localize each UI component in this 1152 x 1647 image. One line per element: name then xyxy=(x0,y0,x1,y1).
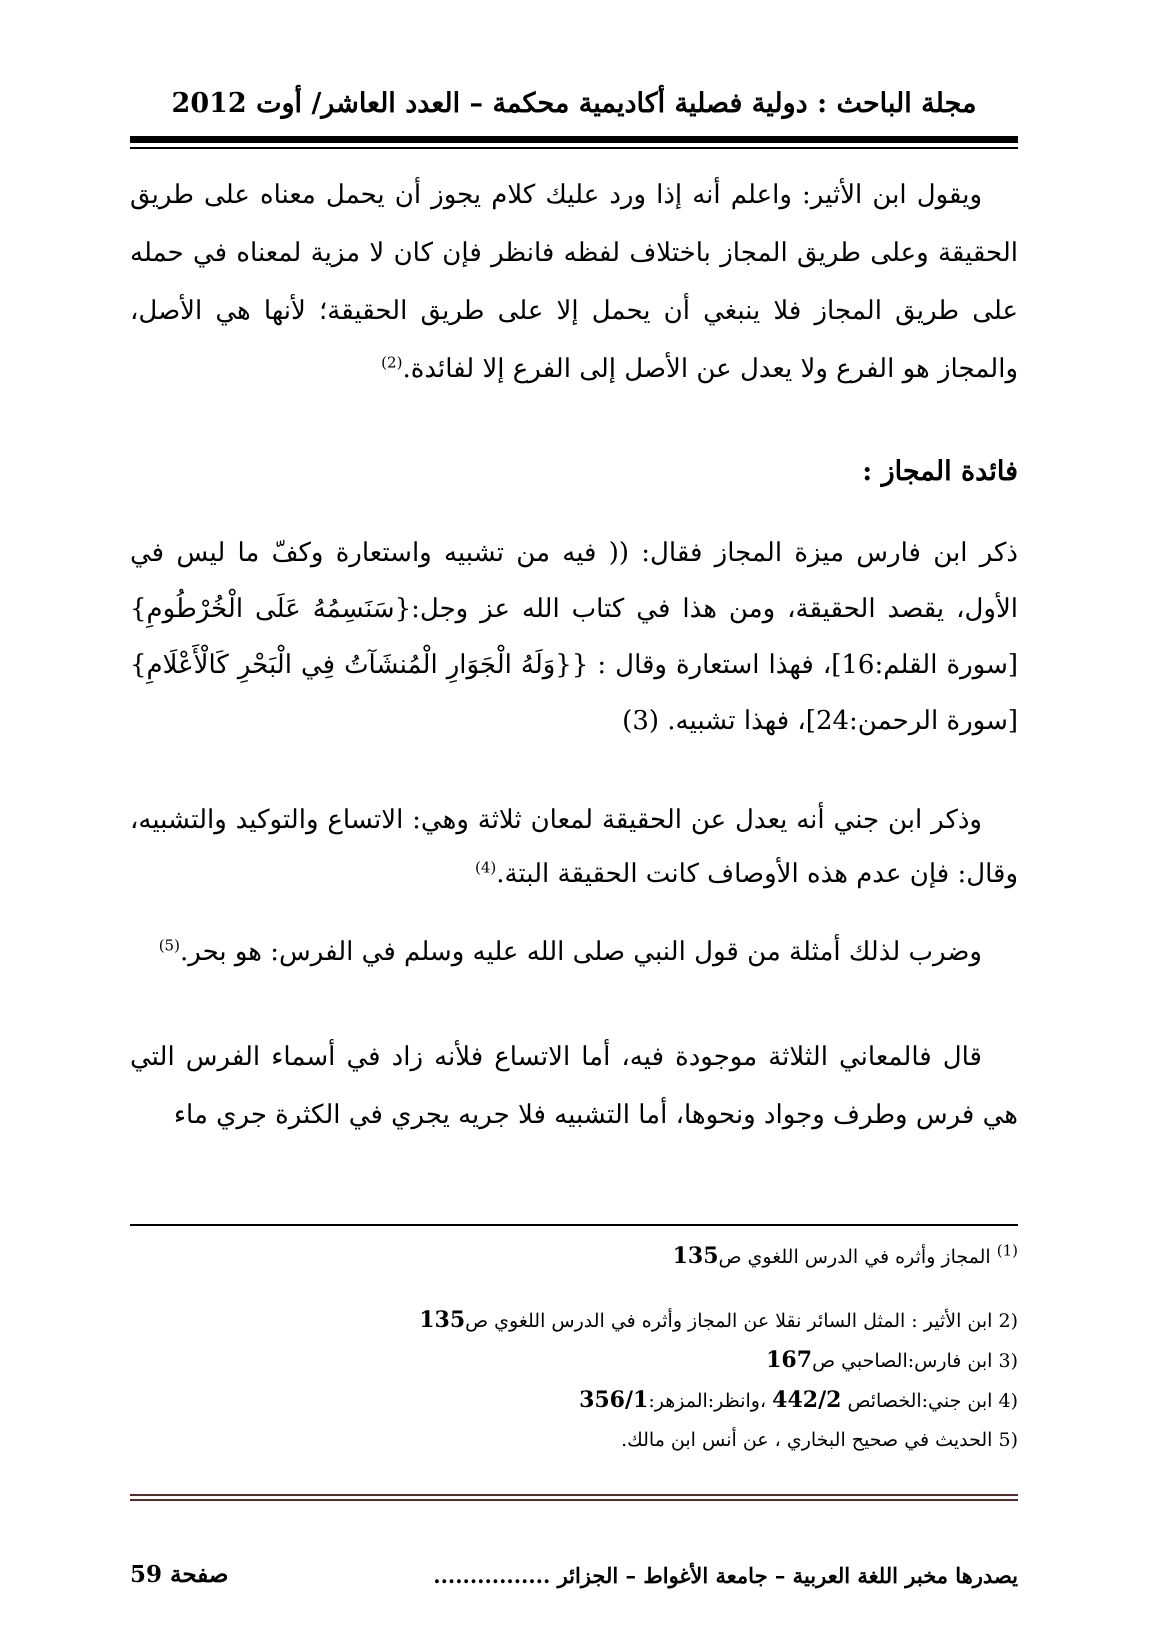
paragraph-ibn-faris xyxy=(130,525,1018,749)
paragraph-ibn-alathir xyxy=(130,166,1018,398)
paragraph-ibn-jinni xyxy=(130,793,1018,901)
footnote-page: 442/2 xyxy=(772,1387,842,1413)
header-rule-thick xyxy=(130,136,1018,143)
paragraph-text: قال فالمعاني الثلاثة موجودة فيه، أما الاتساع فلأنه زاد في أسماء الفرس التي هي فرس وطرف وجواد ونحوها، أما التشبيه فلا جريه يجري في الكثرة جري ماء xyxy=(130,1042,1018,1130)
footnote-text: ابن جني:الخصائص xyxy=(847,1390,993,1412)
footnote-ref: (4) xyxy=(474,858,497,877)
footnote-extra-page: 356/1 xyxy=(579,1387,649,1413)
page-number: صفحة 59 xyxy=(130,1561,229,1588)
footnote-text: ابن الأثير : المثل السائر نقلا عن المجاز وأثره في الدرس اللغوي ص xyxy=(465,1310,993,1332)
footnote-marker: (1) xyxy=(996,1241,1018,1260)
journal-header-title: مجلة الباحث : دولية فصلية أكاديمية محكمة – العدد العاشر/ أوت 2012 xyxy=(171,88,977,119)
footnote-2 xyxy=(130,1300,1018,1340)
paragraph-meanings xyxy=(130,1028,1018,1144)
footnote-1 xyxy=(130,1236,1018,1300)
paragraph-text: ويقول ابن الأثير: واعلم أنه إذا ورد عليك كلام يجوز أن يحمل معناه على طريق الحقيقة وعلى طريق المجاز باختلاف لفظه فانظر فإن كان لا مزية لمعناه في حمله على طريق المجاز فلا ينبغي أن يحمل إلا على طريق الحقيقة؛ لأنها هي الأصل، والمجاز هو الفرع ولا يعدل عن الأصل إلى الفرع إلا لفائدة. xyxy=(130,180,1018,384)
footnote-text: المجاز وأثره في الدرس اللغوي ص xyxy=(718,1246,991,1268)
footnote-marker: (2 xyxy=(998,1310,1018,1332)
footnote-marker: (4 xyxy=(998,1390,1018,1412)
header-rule-thin xyxy=(130,147,1018,149)
footnote-extra: ،وانظر:المزهر: xyxy=(648,1390,767,1412)
footnote-marker: (3 xyxy=(998,1350,1018,1372)
footnotes xyxy=(130,1236,1018,1460)
footnote-marker: (5 xyxy=(998,1429,1018,1451)
footnote-ref: (2) xyxy=(381,353,403,372)
footnote-page: 135 xyxy=(419,1307,466,1333)
paragraph-text: وضرب لذلك أمثلة من قول النبي صلى الله عليه وسلم في الفرس: هو بحر. xyxy=(179,937,982,967)
footer-publisher: يصدرها مخبر اللغة العربية – جامعة الأغواط – الجزائر ................ xyxy=(433,1563,1018,1588)
footnote-ref: (5) xyxy=(158,936,180,955)
footnote-text: الحديث في صحيح البخاري ، عن أنس ابن مالك. xyxy=(621,1429,993,1451)
footnote-5 xyxy=(130,1420,1018,1460)
paragraph-text: ذكر ابن فارس ميزة المجاز فقال: (( فيه من تشبيه واستعارة وكفّ ما ليس في الأول، يقصد الحقيقة، ومن هذا في كتاب الله عز وجل:{سَنَسِمُهُ عَلَى الْخُرْطُومِ}[سورة القلم:16]، فهذا استعارة وقال : {{وَلَهُ الْجَوَارِ الْمُنشَآتُ فِي الْبَحْرِ كَالْأَعْلَامِ} [سورة الرحمن:24]، فهذا تشبيه. (3) xyxy=(130,538,1018,736)
footer-rule-top xyxy=(130,1494,1018,1496)
paragraph-text: وذكر ابن جني أنه يعدل عن الحقيقة لمعان ثلاثة وهي: الاتساع والتوكيد والتشبيه، وقال: فإن عدم هذه الأوصاف كانت الحقيقة البتة. xyxy=(130,805,1018,889)
paragraph-example xyxy=(130,925,1018,979)
footnote-text: ابن فارس:الصاحبي ص xyxy=(812,1350,993,1372)
footnote-page: 167 xyxy=(766,1347,813,1373)
section-heading: فائدة المجاز : xyxy=(862,456,1018,487)
footnote-page: 135 xyxy=(672,1243,719,1269)
footnote-3 xyxy=(130,1340,1018,1380)
footnote-separator xyxy=(130,1224,1018,1226)
footer-rule-bottom xyxy=(130,1499,1018,1501)
footnote-4 xyxy=(130,1380,1018,1420)
